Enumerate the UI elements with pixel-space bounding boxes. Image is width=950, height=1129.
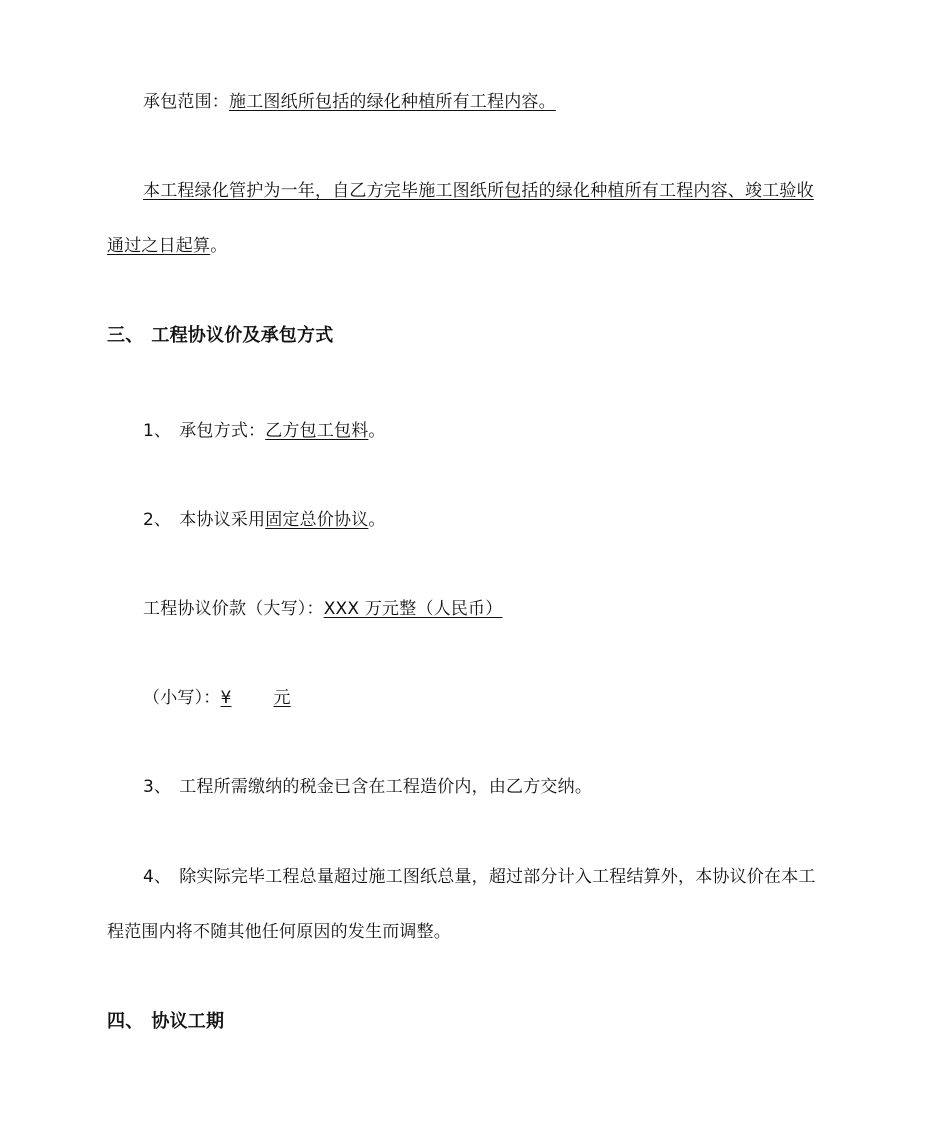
section-4-heading [107,1010,862,1034]
item-2-label: 本协议采用 [179,510,266,530]
section-3-title: 工程协议价及承包方式 [151,325,334,346]
item-4-text-1: 除实际完毕工程总量超过施工图纸总量，超过部分计入工程结算外，本协议价在本工 [179,867,816,887]
maintenance-line-1 [143,179,862,203]
item-4-text-2: 程范围内将不随其他任何原因的发生而调整。 [107,922,451,942]
section-3-number: 三、 [107,325,144,346]
scope-label: 承包范围： [143,92,229,112]
item-2-end: 。 [368,510,386,530]
maintenance-end: 。 [210,236,228,256]
item-3-line [143,775,862,799]
maintenance-text-2: 通过之日起算 [107,236,211,256]
item-4-line-1 [143,865,862,889]
section-4-number: 四、 [107,1011,144,1032]
section-3-heading [107,324,862,348]
price-upper-label: 工程协议价款（大写）： [143,599,324,619]
price-lower-value [221,688,291,708]
price-lower-currency: ¥ [220,688,232,708]
item-1-value: 乙方包工包料 [265,421,369,441]
price-lower-unit: 元 [273,688,291,708]
item-1-line [143,419,862,443]
price-lower-label: （小写）： [143,688,221,708]
price-upper-value: XXX 万元整（人民币） [323,599,503,619]
maintenance-text-1: 本工程绿化管护为一年，自乙方完毕施工图纸所包括的绿化种植所有工程内容、竣工验收 [143,181,814,201]
item-1-number: 1、 [143,421,172,441]
price-lower-line [143,686,862,710]
item-2-line [143,508,862,532]
item-4-line-2 [107,920,862,944]
scope-line [143,90,862,114]
item-2-value: 固定总价协议 [265,510,369,530]
item-1-end: 。 [368,421,386,441]
price-upper-line [143,597,862,621]
item-1-label: 承包方式： [179,421,266,441]
item-3-number: 3、 [143,777,172,797]
item-2-number: 2、 [143,510,172,530]
maintenance-line-2 [107,234,862,258]
item-4-number: 4、 [143,867,172,887]
item-3-text: 工程所需缴纳的税金已含在工程造价内，由乙方交纳。 [179,777,593,797]
scope-value: 施工图纸所包括的绿化种植所有工程内容。 [229,92,556,112]
section-4-title: 协议工期 [151,1011,225,1032]
